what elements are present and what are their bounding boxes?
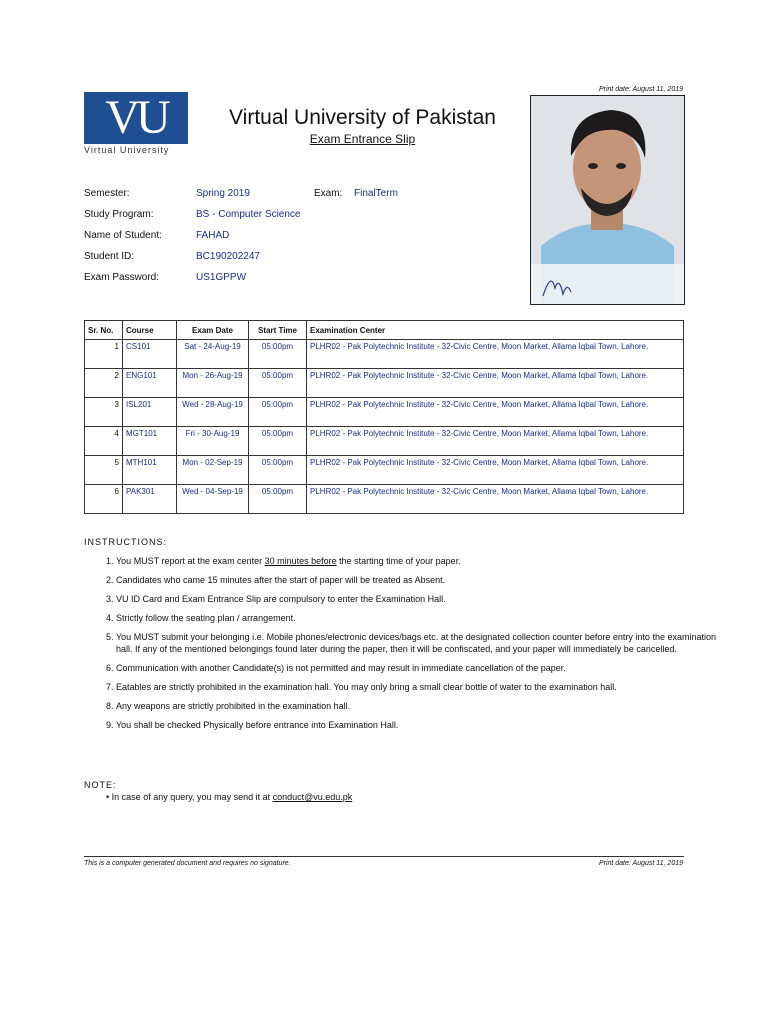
- student-photo-image: [531, 96, 684, 304]
- instruction-item: 9. You shall be checked Physically before entrance into Examination Hall.: [116, 719, 716, 731]
- header-exam-center: Examination Center: [307, 321, 684, 340]
- logo-caption: Virtual University: [84, 145, 170, 155]
- cell-date: Mon - 02-Sep-19: [177, 456, 249, 485]
- footer-divider: [84, 856, 684, 857]
- cell-center: PLHR02 - Pak Polytechnic Institute - 32-Civic Centre, Moon Market, Allama Iqbal Town, Lahore.: [307, 485, 684, 514]
- table-row: [85, 456, 684, 485]
- footer-print-date: Print date: August 11, 2019: [598, 860, 683, 867]
- cell-date: Fri - 30-Aug-19: [177, 427, 249, 456]
- semester-label: Semester:: [84, 188, 130, 199]
- slip-title: Exam Entrance Slip: [309, 132, 416, 146]
- instructions-list: [84, 555, 716, 738]
- note-heading: NOTE:: [84, 780, 117, 790]
- contact-email-link[interactable]: conduct@vu.edu.pk: [272, 792, 353, 802]
- cell-course: ENG101: [123, 369, 177, 398]
- program-label: Study Program:: [84, 209, 154, 220]
- exam-label: Exam:: [314, 188, 343, 199]
- cell-time: 05:00pm: [249, 340, 307, 369]
- exam-password-value: US1GPPW: [196, 272, 247, 283]
- table-row: [85, 485, 684, 514]
- table-row: [85, 340, 684, 369]
- cell-course: MGT101: [123, 427, 177, 456]
- cell-time: 05:00pm: [249, 485, 307, 514]
- student-name-value: FAHAD: [196, 230, 230, 241]
- table-row: [85, 398, 684, 427]
- cell-date: Mon - 26-Aug-19: [177, 369, 249, 398]
- program-value: BS - Computer Science: [196, 209, 301, 220]
- student-name-label: Name of Student:: [84, 230, 162, 241]
- cell-sr: 6: [85, 485, 123, 514]
- university-title: Virtual University of Pakistan: [229, 106, 496, 129]
- cell-sr: 1: [85, 340, 123, 369]
- cell-sr: 3: [85, 398, 123, 427]
- instruction-item: 3. VU ID Card and Exam Entrance Slip are compulsory to enter the Examination Hall.: [116, 593, 716, 605]
- student-photo: [530, 95, 685, 305]
- cell-time: 05:00pm: [249, 369, 307, 398]
- instructions-heading: INSTRUCTIONS:: [84, 537, 168, 547]
- cell-sr: 4: [85, 427, 123, 456]
- cell-sr: 2: [85, 369, 123, 398]
- cell-course: CS101: [123, 340, 177, 369]
- cell-sr: 5: [85, 456, 123, 485]
- cell-time: 05:00pm: [249, 398, 307, 427]
- instruction-item: 8. Any weapons are strictly prohibited in the examination hall.: [116, 700, 716, 712]
- table-header-row: [85, 321, 684, 340]
- student-id-value: BC190202247: [196, 251, 260, 262]
- cell-time: 05:00pm: [249, 456, 307, 485]
- bullet-icon: •: [106, 792, 110, 802]
- header-course: Course: [123, 321, 177, 340]
- cell-date: Sat - 24-Aug-19: [177, 340, 249, 369]
- header-exam-date: Exam Date: [177, 321, 249, 340]
- print-date-top: Print date: August 11, 2019: [598, 86, 683, 93]
- instruction-item: 1. You MUST report at the exam center 30 minutes before the starting time of your paper.: [116, 555, 716, 567]
- logo-mark: VU: [84, 92, 188, 144]
- instruction-item: 5. You MUST submit your belonging i.e. Mobile phones/electronic devices/bags etc. at the designated collection counter before entry into the examination hall. If any of the mentioned belongings found later during the paper, then it will be confiscated, and your paper will immediately be cancelled.: [116, 631, 716, 655]
- note-item: • In case of any query, you may send it at conduct@vu.edu.pk: [106, 792, 353, 802]
- student-id-label: Student ID:: [84, 251, 135, 262]
- cell-date: Wed - 28-Aug-19: [177, 398, 249, 427]
- instruction-item: 4. Strictly follow the seating plan / arrangement.: [116, 612, 716, 624]
- semester-value: Spring 2019: [196, 188, 250, 199]
- cell-time: 05:00pm: [249, 427, 307, 456]
- cell-course: ISL201: [123, 398, 177, 427]
- cell-date: Wed - 04-Sep-19: [177, 485, 249, 514]
- instruction-item: 6. Communication with another Candidate(s) is not permitted and may result in immediate cancellation of the paper.: [116, 662, 716, 674]
- instruction-item: 2. Candidates who came 15 minutes after the start of paper will be treated as Absent.: [116, 574, 716, 586]
- cell-center: PLHR02 - Pak Polytechnic Institute - 32-Civic Centre, Moon Market, Allama Iqbal Town, Lahore.: [307, 398, 684, 427]
- cell-center: PLHR02 - Pak Polytechnic Institute - 32-Civic Centre, Moon Market, Allama Iqbal Town, Lahore.: [307, 427, 684, 456]
- exam-schedule-table: [84, 320, 684, 514]
- instruction-item: 7. Eatables are strictly prohibited in the examination hall. You may only bring a small clear bottle of water to the examination hall.: [116, 681, 716, 693]
- cell-center: PLHR02 - Pak Polytechnic Institute - 32-Civic Centre, Moon Market, Allama Iqbal Town, Lahore.: [307, 456, 684, 485]
- table-row: [85, 427, 684, 456]
- exam-value: FinalTerm: [354, 188, 398, 199]
- header-start-time: Start Time: [249, 321, 307, 340]
- table-row: [85, 369, 684, 398]
- vu-logo: [84, 92, 190, 158]
- cell-center: PLHR02 - Pak Polytechnic Institute - 32-Civic Centre, Moon Market, Allama Iqbal Town, Lahore.: [307, 369, 684, 398]
- cell-course: PAK301: [123, 485, 177, 514]
- header-sr-no: Sr. No.: [85, 321, 123, 340]
- cell-center: PLHR02 - Pak Polytechnic Institute - 32-Civic Centre, Moon Market, Allama Iqbal Town, Lahore.: [307, 340, 684, 369]
- cell-course: MTH101: [123, 456, 177, 485]
- footer-disclaimer: This is a computer generated document and requires no signature.: [84, 860, 291, 867]
- exam-password-label: Exam Password:: [84, 272, 160, 283]
